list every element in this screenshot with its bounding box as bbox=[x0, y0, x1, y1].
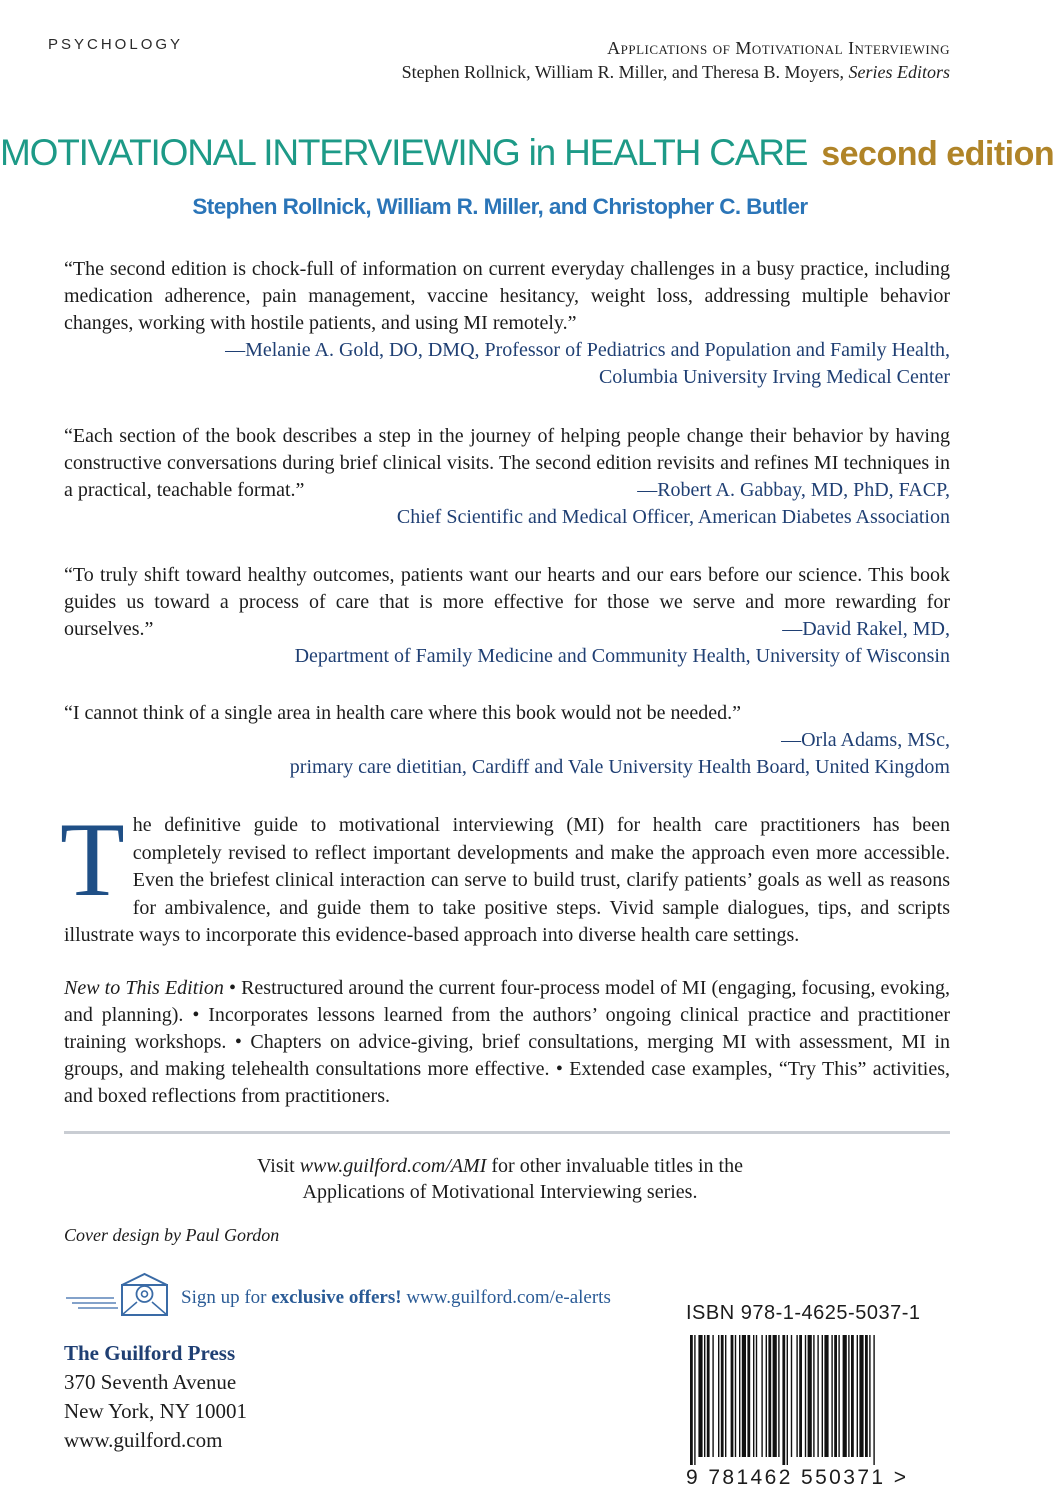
quote-attribution-2: primary care dietitian, Cardiff and Vale University Health Board, United Kingdom bbox=[289, 756, 950, 778]
barcode-bar bbox=[799, 1335, 802, 1457]
barcode-bar bbox=[873, 1335, 874, 1465]
quote-attribution-1: —Orla Adams, MSc, bbox=[781, 729, 950, 751]
book-title-line bbox=[0, 132, 1054, 174]
quote-text: “The second edition is chock-full of information on current everyday challenges in a busy practice, including medication adherence, pain management, vaccine hesitancy, weight loss, addressing multiple behavior changes, working with hostile patients, and using MI remotely.” bbox=[64, 258, 950, 334]
barcode-bar bbox=[704, 1335, 705, 1457]
barcode-bar bbox=[718, 1335, 719, 1457]
barcode-bar bbox=[698, 1335, 702, 1457]
barcode-bar bbox=[735, 1335, 736, 1457]
alerts-link[interactable]: www.guilford.com/e-alerts bbox=[401, 1287, 611, 1308]
barcode-bar bbox=[834, 1335, 837, 1457]
endorsement-quote bbox=[64, 256, 950, 391]
quote-text: “Each section of the book describes a step in the journey of helping people change their behavior by having constructive conversations during brief clinical visits. The second edition revisits and refines MI techniques in a practical, teachable format.” —Robert A. Gabbay, MD, PhD, FACP, bbox=[64, 423, 950, 504]
barcode-bar bbox=[824, 1335, 828, 1457]
visit-link[interactable]: www.guilford.com/AMI bbox=[299, 1155, 487, 1177]
barcode-bar bbox=[694, 1335, 695, 1465]
series-info bbox=[402, 36, 950, 84]
publisher-city: New York, NY 10001 bbox=[64, 1399, 247, 1423]
barcode-bar bbox=[725, 1335, 726, 1457]
barcode-bar bbox=[843, 1335, 847, 1457]
barcode-bar bbox=[808, 1335, 812, 1457]
quote-text: “To truly shift toward healthy outcomes, patients want our hearts and our ears before our science. This book guides us toward a process of care that is more effective for those we serve and more rewarding for ourselves.” bbox=[64, 564, 950, 640]
series-editors-label: Series Editors bbox=[848, 62, 950, 82]
book-description bbox=[60, 801, 950, 950]
barcode-bar bbox=[721, 1335, 724, 1457]
barcode-bar bbox=[817, 1335, 818, 1457]
visit-line-2: Applications of Motivational Interviewing series. bbox=[302, 1181, 698, 1203]
barcode-bar bbox=[782, 1335, 785, 1465]
barcode-bar bbox=[768, 1335, 771, 1457]
email-alert-graphic bbox=[64, 1276, 174, 1316]
barcode-bar bbox=[822, 1335, 823, 1457]
barcode-bar bbox=[791, 1335, 792, 1457]
barcode-bar bbox=[857, 1335, 858, 1457]
barcode-bar bbox=[742, 1335, 746, 1457]
publisher-block bbox=[64, 1339, 247, 1455]
exclusive-offers-label: exclusive offers! bbox=[271, 1287, 402, 1308]
series-editors-names: Stephen Rollnick, William R. Miller, and Theresa B. Moyers, bbox=[401, 62, 844, 82]
publisher-name: The Guilford Press bbox=[64, 1341, 236, 1365]
visit-note: Visit www.guilford.com/AMI for other invaluable titles in the Applications of Motivational Interviewing series. bbox=[0, 1153, 1000, 1205]
barcode-bar bbox=[796, 1335, 797, 1457]
endorsement-quote bbox=[64, 700, 950, 781]
endorsement-quote bbox=[64, 562, 950, 670]
drop-cap: T bbox=[60, 801, 125, 918]
quote-attribution-1: —David Rakel, MD, bbox=[782, 618, 950, 640]
new-edition-features bbox=[64, 975, 950, 1110]
barcode-bar bbox=[739, 1335, 740, 1457]
barcode-bar bbox=[831, 1335, 832, 1457]
quote-text: “I cannot think of a single area in health care where this book would not be needed.” bbox=[64, 702, 741, 724]
endorsement-quote bbox=[64, 423, 950, 531]
edition-label: second edition bbox=[821, 135, 1054, 173]
barcode-bar bbox=[865, 1335, 868, 1457]
barcode-bar bbox=[787, 1335, 788, 1465]
isbn-label: ISBN 978-1-4625-5037-1 bbox=[686, 1302, 921, 1324]
new-edition-text: • Restructured around the current four-process model of MI (engaging, focusing, evoking, and planning). • Incorporates lessons learned from the authors’ ongoing clinical practice and practitioner training workshops. • Chapters on advice-giving, brief consultations, merging MI with assessment, MI in groups, and making telehealth consultations more effective. • Extended case examples, “Try This” activities, and boxed reflections from practitioners. bbox=[64, 977, 950, 1107]
quote-attribution-2: Department of Family Medicine and Community Health, University of Wisconsin bbox=[294, 645, 950, 667]
barcode-bar bbox=[756, 1335, 757, 1457]
barcode-bar bbox=[848, 1335, 849, 1457]
new-edition-label: New to This Edition bbox=[64, 977, 224, 999]
barcode-bar bbox=[813, 1335, 814, 1457]
barcode-bar bbox=[747, 1335, 750, 1457]
email-envelope-icon bbox=[64, 1276, 174, 1316]
barcode-bar bbox=[753, 1335, 754, 1457]
book-authors: Stephen Rollnick, William R. Miller, and Christopher C. Butler bbox=[192, 194, 808, 219]
barcode-bar bbox=[731, 1335, 734, 1457]
publisher-website[interactable]: www.guilford.com bbox=[64, 1428, 223, 1452]
barcode-bar bbox=[859, 1335, 863, 1457]
quote-attribution-2: Chief Scientific and Medical Officer, American Diabetes Association bbox=[396, 506, 950, 528]
quote-attribution-1: —Melanie A. Gold, DO, DMQ, Professor of Pediatrics and Population and Family Health, bbox=[225, 339, 950, 361]
barcode-bar bbox=[690, 1335, 693, 1465]
book-title: MOTIVATIONAL INTERVIEWING in HEALTH CARE bbox=[0, 132, 808, 173]
barcode-bar bbox=[761, 1335, 762, 1457]
description-text: he definitive guide to motivational interviewing (MI) for health care practitioners has been completely revised to reflect important developments and make the approach even more accessible. Even the briefest clinical interaction can serve to build trust, clarify patients’ goals as well as reasons for ambivalence, and guide them to take positive steps. Vivid sample dialogues, tips, and scripts illustrate ways to incorporate this evidence-based approach into diverse health care settings. bbox=[64, 814, 950, 946]
barcode-bar bbox=[805, 1335, 806, 1457]
quote-attribution-2: Columbia University Irving Medical Center bbox=[598, 366, 950, 388]
barcode bbox=[686, 1335, 950, 1465]
series-editors bbox=[402, 60, 950, 84]
cover-credit: Cover design by Paul Gordon bbox=[64, 1225, 280, 1245]
email-alert-signup: Sign up for exclusive offers! www.guilford.com/e-alerts bbox=[181, 1287, 611, 1308]
barcode-digits: 9 781462 550371 > bbox=[686, 1466, 909, 1489]
publisher-street: 370 Seventh Avenue bbox=[64, 1370, 237, 1394]
barcode-bar bbox=[766, 1335, 767, 1457]
barcode-bar bbox=[773, 1335, 777, 1457]
series-name: Applications of Motivational Interviewing bbox=[607, 38, 950, 58]
barcode-bar bbox=[707, 1335, 710, 1457]
barcode-bar bbox=[838, 1335, 839, 1457]
barcode-bar bbox=[869, 1335, 870, 1457]
barcode-bar bbox=[778, 1335, 779, 1457]
category-label: PSYCHOLOGY bbox=[48, 36, 184, 53]
divider bbox=[64, 1131, 950, 1134]
barcode-bar bbox=[712, 1335, 713, 1457]
quote-attribution-1: —Robert A. Gabbay, MD, PhD, FACP, bbox=[637, 479, 950, 501]
barcode-bar bbox=[851, 1335, 854, 1457]
